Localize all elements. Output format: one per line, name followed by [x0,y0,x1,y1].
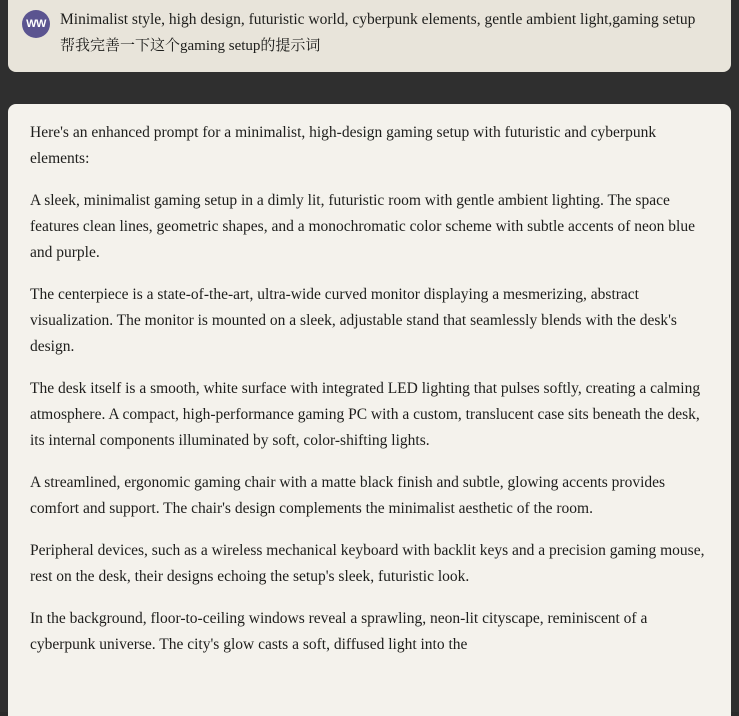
user-message-text [60,8,717,58]
avatar: WW [22,10,50,38]
assistant-paragraph: In the background, floor-to-ceiling windows reveal a sprawling, neon-lit cityscape, reminiscent of a cyberpunk universe. The city's glow casts a soft, diffused light into the [30,610,648,653]
assistant-paragraph: Peripheral devices, such as a wireless mechanical keyboard with backlit keys and a precision gaming mouse, rest on the desk, their designs echoing the setup's sleek, futuristic look. [30,542,705,585]
user-message-line-1: Minimalist style, high design, futuristic world, cyberpunk elements, gentle ambient light,gaming setup [60,11,696,28]
assistant-paragraph: The centerpiece is a state-of-the-art, ultra-wide curved monitor displaying a mesmerizing, abstract visualization. The monitor is mounted on a sleek, adjustable stand that seamlessly blends with the desk's design. [30,286,677,355]
assistant-message-card [8,104,731,716]
assistant-paragraph: The desk itself is a smooth, white surface with integrated LED lighting that pulses softly, creating a calming atmosphere. A compact, high-performance gaming PC with a custom, translucent case sits beneath the desk, its internal components illuminated by soft, color-shifting lights. [30,380,701,449]
assistant-paragraph: A streamlined, ergonomic gaming chair with a matte black finish and subtle, glowing accents provides comfort and support. The chair's design complements the minimalist aesthetic of the room. [30,474,666,517]
user-message-line-2: 帮我完善一下这个gaming setup的提示词 [60,38,321,54]
assistant-paragraph: A sleek, minimalist gaming setup in a dimly lit, futuristic room with gentle ambient lighting. The space features clean lines, geometric shapes, and a monochromatic color scheme with subtle accents of neon blue and purple. [30,192,695,261]
user-message-card [8,0,731,72]
assistant-paragraph: Here's an enhanced prompt for a minimalist, high-design gaming setup with futuristic and cyberpunk elements: [30,124,657,167]
